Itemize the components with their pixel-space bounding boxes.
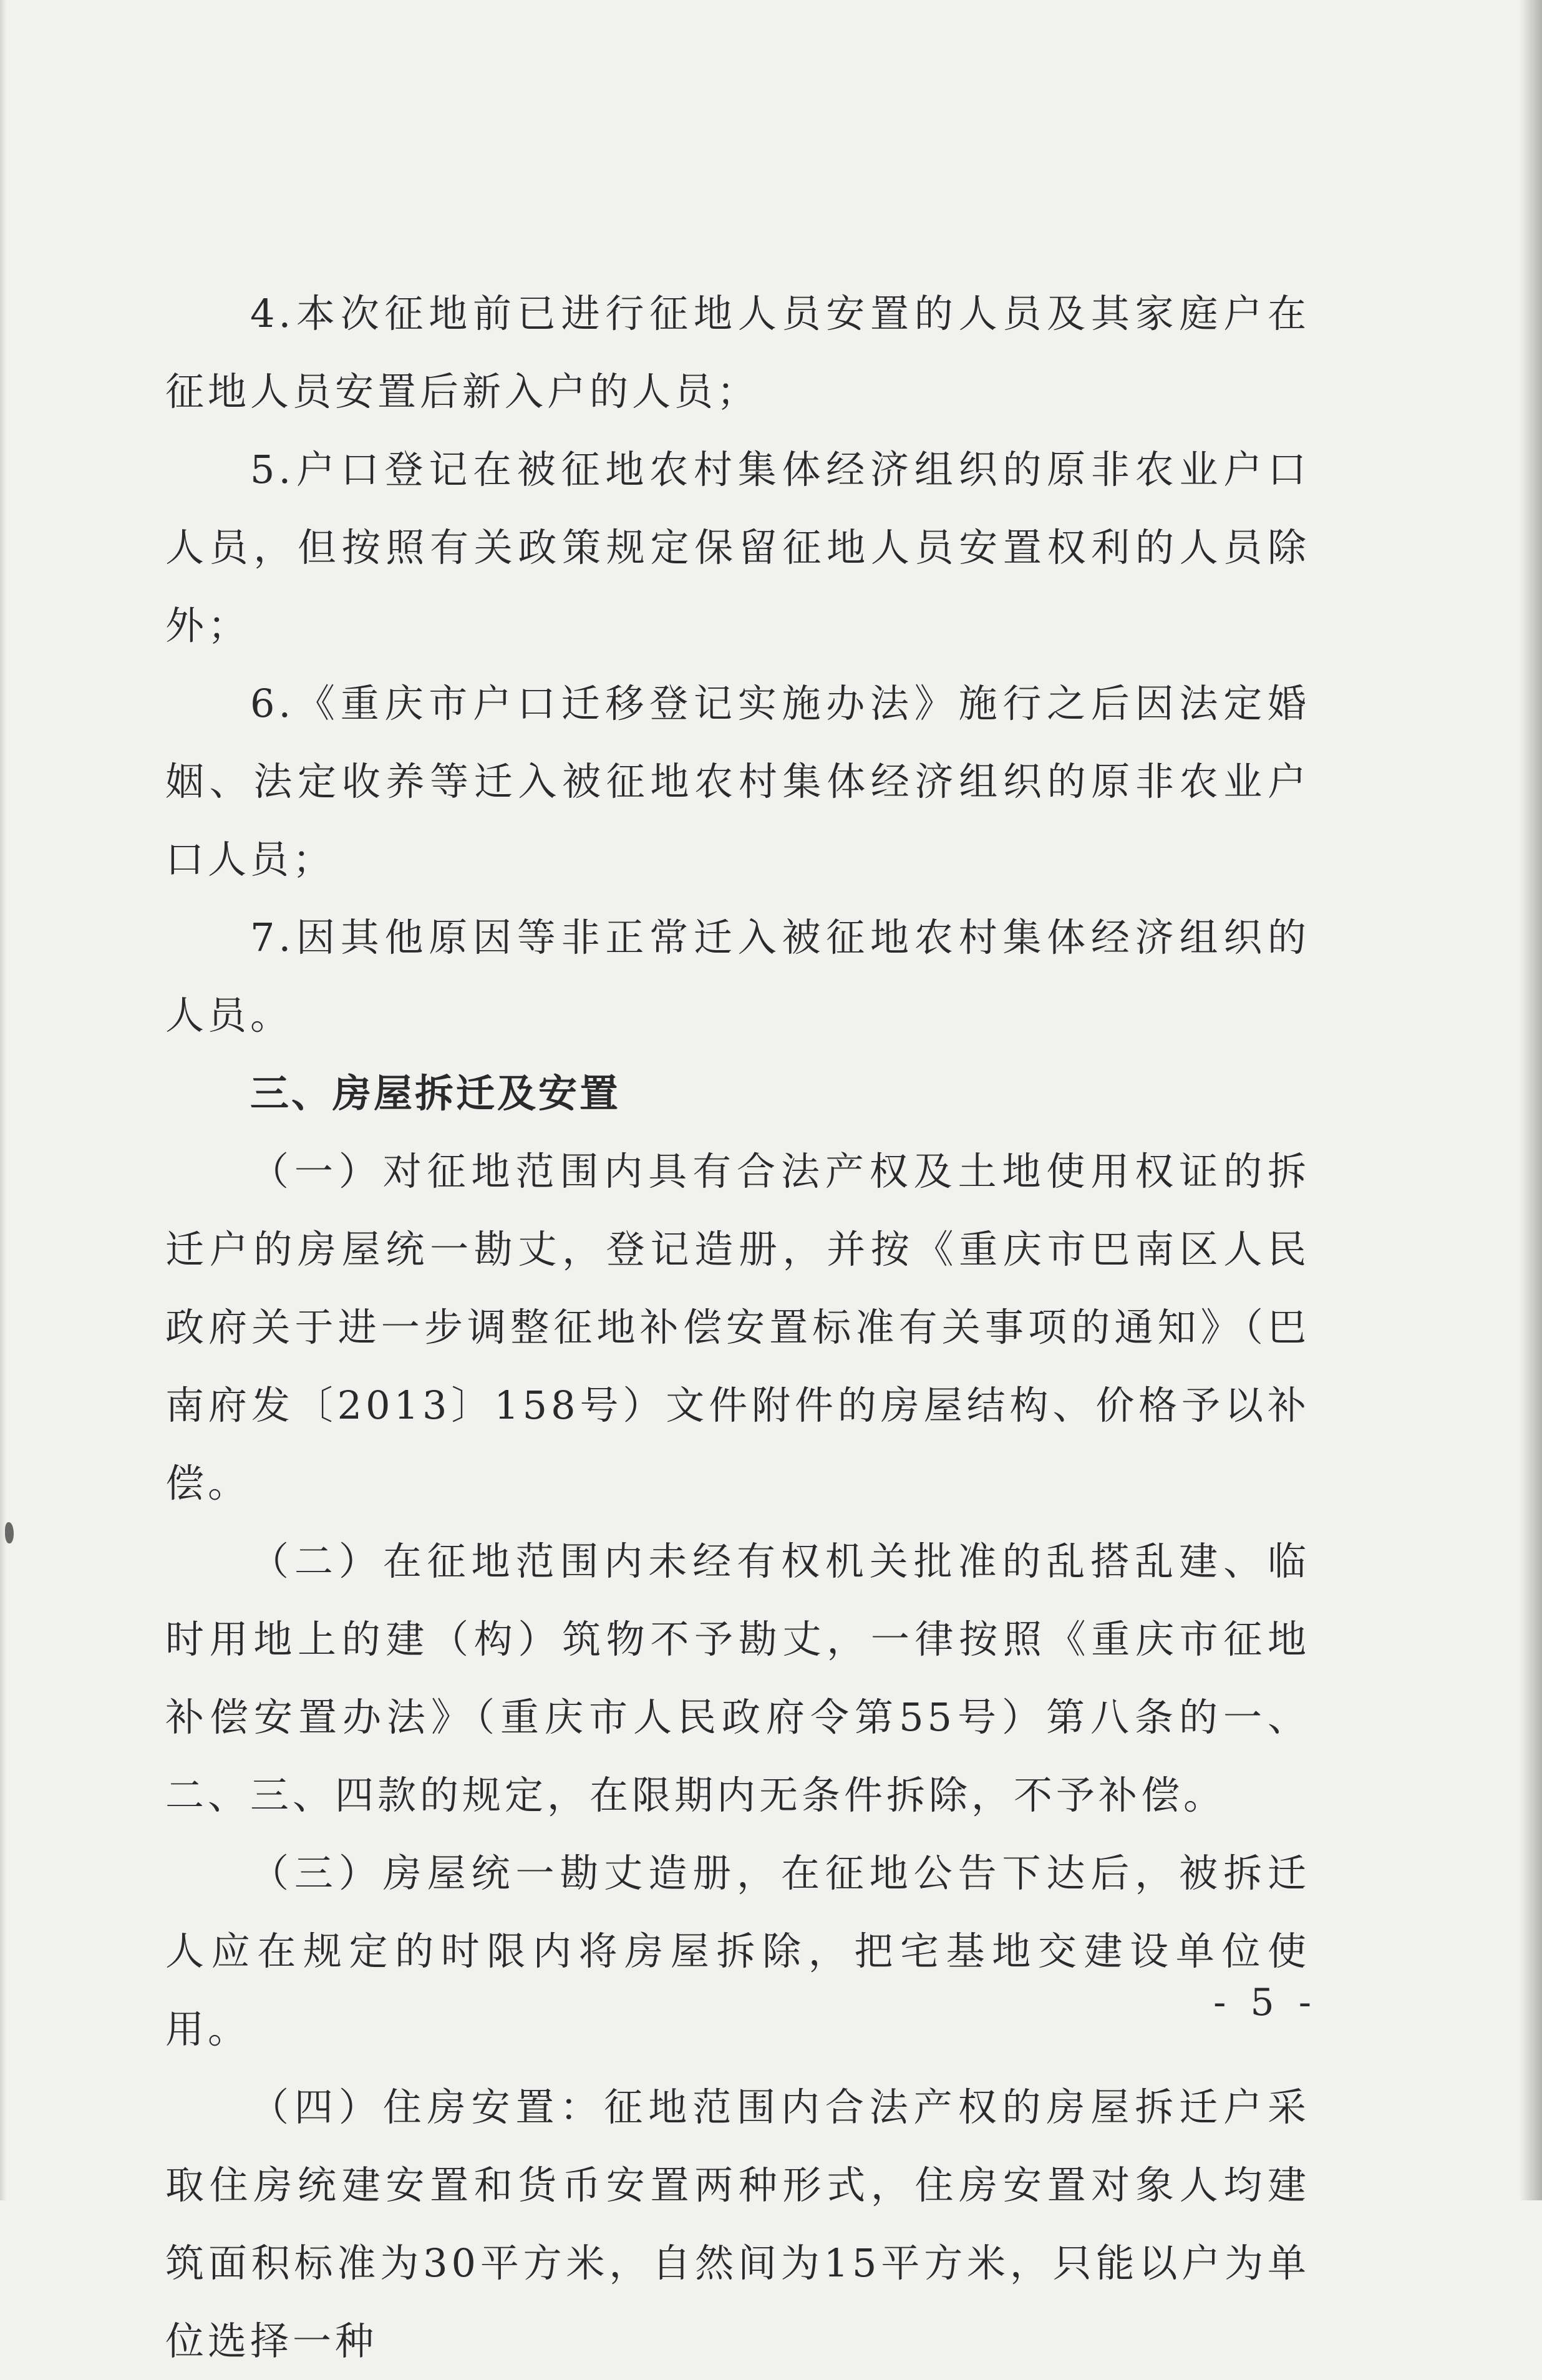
- section-heading: 三、房屋拆迁及安置: [250, 1071, 621, 1116]
- scan-speck: [5, 1522, 14, 1543]
- page-number: - 5 -: [1213, 1981, 1317, 2024]
- section-paragraph-1: （一）对征地范围内具有合法产权及土地使用权证的拆迁户的房屋统一勘丈，登记造册，并按《重庆市巴南区人民政府关于进一步调整征地补偿安置标准有关事项的通知》（巴南府发〔2013〕158号）文件附件的房屋结构、价格予以补偿。: [165, 1149, 1310, 1506]
- paragraph-item-5: 5.户口登记在被征地农村集体经济组织的原非农业户口人员，但按照有关政策规定保留征地人员安置权利的人员除外；: [165, 447, 1310, 648]
- section-paragraph-3: （三）房屋统一勘丈造册，在征地公告下达后，被拆迁人应在规定的时限内将房屋拆除，把宅基地交建设单位使用。: [165, 1850, 1310, 2052]
- scan-edge-left: [0, 0, 6, 2200]
- paragraph-item-7: 7.因其他原因等非正常迁入被征地农村集体经济组织的人员。: [165, 915, 1310, 1038]
- section-paragraph-2: （二）在征地范围内未经有权机关批准的乱搭乱建、临时用地上的建（构）筑物不予勘丈，一律按照《重庆市征地补偿安置办法》（重庆市人民政府令第55号）第八条的一、二、三、四款的规定，在限期内无条件拆除，不予补偿。: [165, 1538, 1310, 1818]
- paragraph-item-4: 4.本次征地前已进行征地人员安置的人员及其家庭户在征地人员安置后新入户的人员；: [165, 291, 1310, 414]
- document-body: [165, 274, 1310, 2380]
- paragraph-item-6: 6.《重庆市户口迁移登记实施办法》施行之后因法定婚姻、法定收养等迁入被征地农村集体经济组织的原非农业户口人员；: [165, 681, 1310, 882]
- scan-edge-right: [1520, 0, 1542, 2200]
- section-paragraph-4: （四）住房安置：征地范围内合法产权的房屋拆迁户采取住房统建安置和货币安置两种形式，住房安置对象人均建筑面积标准为30平方米，自然间为15平方米，只能以户为单位选择一种: [165, 2084, 1310, 2364]
